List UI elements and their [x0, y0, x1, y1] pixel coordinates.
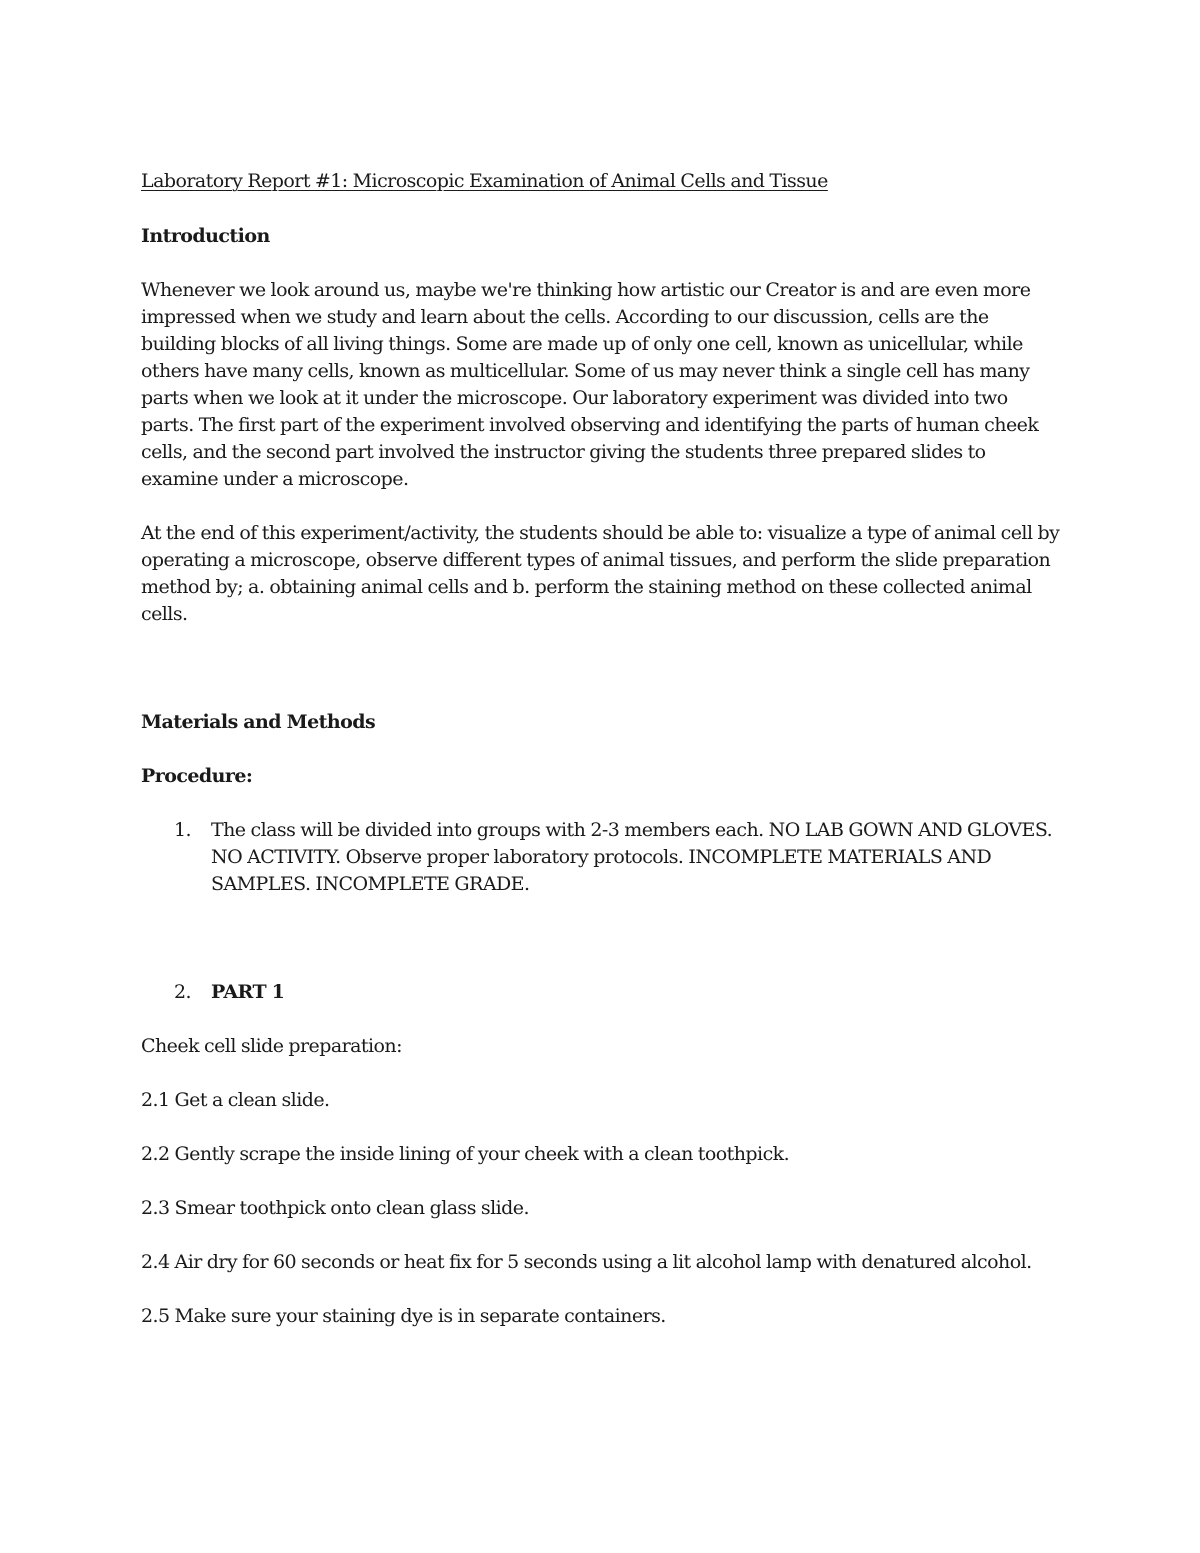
blank-space: [141, 898, 1061, 979]
step-2-4: 2.4 Air dry for 60 seconds or heat fix for 5 seconds using a lit alcohol lamp with denatured alcohol.: [141, 1251, 1032, 1273]
document-body: [141, 168, 1061, 1357]
procedure-item-text: The class will be divided into groups with 2-3 members each. NO LAB GOWN AND GLOVES. NO ACTIVITY. Observe proper laboratory protocols. INCOMPLETE MATERIALS AND SAMPLES. INCOMPLETE GRADE.: [211, 819, 1053, 895]
step-2-2: 2.2 Gently scrape the inside lining of your cheek with a clean toothpick.: [141, 1143, 790, 1165]
materials-methods-heading: Materials and Methods: [141, 711, 376, 733]
introduction-heading: Introduction: [141, 225, 270, 247]
introduction-paragraph-1: Whenever we look around us, maybe we're thinking how artistic our Creator is and are even more impressed when we study and learn about the cells. According to our discussion, cells are the building blocks of all living things. Some are made up of only one cell, known as unicellular, while others have many cells, known as multicellular. Some of us may never think a single cell has many parts when we look at it under the microscope. Our laboratory experiment was divided into two parts. The first part of the experiment involved observing and identifying the parts of human cheek cells, and the second part involved the instructor giving the students three prepared slides to examine under a microscope.: [141, 279, 1039, 490]
report-title: Laboratory Report #1: Microscopic Examination of Animal Cells and Tissue: [141, 170, 828, 192]
introduction-paragraph-2: At the end of this experiment/activity, the students should be able to: visualize a type of animal cell by operating a microscope, observe different types of animal tissues, and perform the slide preparation method by; a. obtaining animal cells and b. perform the staining method on these collected animal cells.: [141, 522, 1060, 625]
part-1-label: PART 1: [211, 981, 285, 1003]
procedure-item-1: [141, 817, 1061, 898]
procedure-item-2: [141, 979, 1061, 1006]
procedure-heading: Procedure:: [141, 765, 253, 787]
procedure-list: [141, 817, 1061, 1006]
cheek-cell-subheading: Cheek cell slide preparation:: [141, 1035, 402, 1057]
step-2-1: 2.1 Get a clean slide.: [141, 1089, 330, 1111]
step-2-5: 2.5 Make sure your staining dye is in separate containers.: [141, 1305, 666, 1327]
blank-space: [141, 1006, 1061, 1033]
procedure-item-number: 1.: [174, 819, 192, 841]
step-2-3: 2.3 Smear toothpick onto clean glass slide.: [141, 1197, 529, 1219]
blank-space: [141, 655, 1061, 709]
procedure-item-number: 2.: [174, 981, 192, 1003]
